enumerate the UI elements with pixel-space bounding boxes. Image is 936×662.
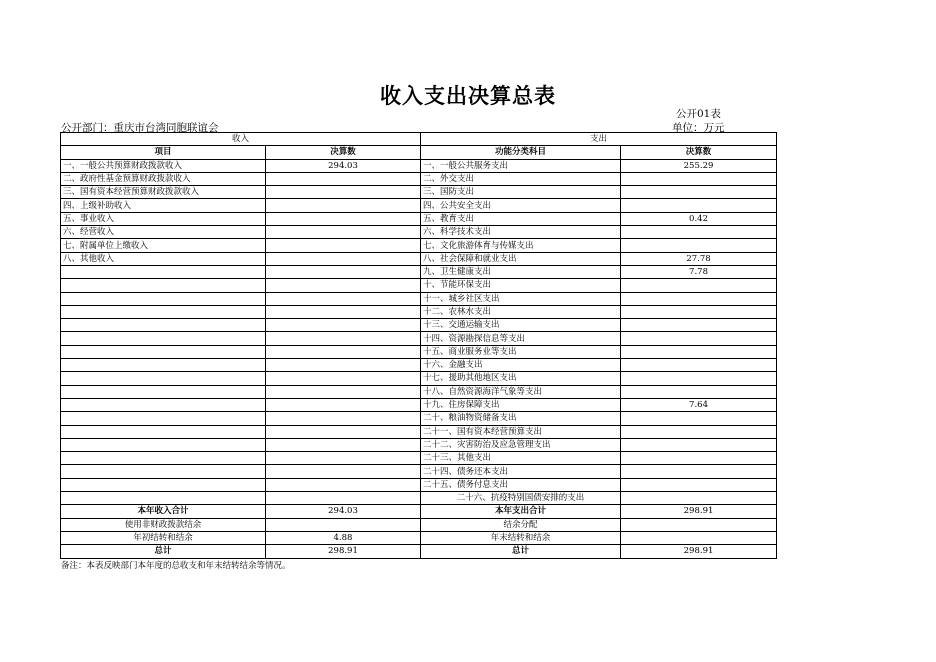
expense-amount [621, 239, 777, 252]
expense-amount [621, 385, 777, 398]
expense-item: 九、卫生健康支出 [421, 265, 621, 278]
income-amount [266, 186, 421, 199]
summary-income-amount: 4.88 [266, 531, 421, 544]
expense-amount [621, 305, 777, 318]
summary-income-amount: 298.91 [266, 545, 421, 558]
table-row [61, 305, 777, 318]
col-header-func: 功能分类科目 [421, 146, 621, 159]
summary-expense-label: 结余分配 [421, 518, 621, 531]
col-header-amount: 决算数 [266, 146, 421, 159]
income-amount [266, 452, 421, 465]
income-item [61, 385, 266, 398]
expense-amount [621, 199, 777, 212]
expense-item: 十六、金融支出 [421, 359, 621, 372]
table-row [61, 186, 777, 199]
income-amount [266, 332, 421, 345]
income-item [61, 465, 266, 478]
expense-amount [621, 345, 777, 358]
income-item [61, 345, 266, 358]
income-item: 四、上级补助收入 [61, 199, 266, 212]
income-item: 五、事业收入 [61, 212, 266, 225]
table-row [61, 265, 777, 278]
summary-row [61, 505, 777, 518]
summary-income-label: 使用非财政拨款结余 [61, 518, 266, 531]
table-row [61, 172, 777, 185]
expense-amount [621, 226, 777, 239]
expense-item: 二十五、债务付息支出 [421, 478, 621, 491]
summary-row [61, 531, 777, 544]
expense-item: 二十、粮油物资储备支出 [421, 412, 621, 425]
income-amount [266, 425, 421, 438]
expense-item: 二十三、其他支出 [421, 452, 621, 465]
expense-item: 六、科学技术支出 [421, 226, 621, 239]
income-item [61, 478, 266, 491]
income-amount [266, 438, 421, 451]
expense-amount [621, 172, 777, 185]
expense-amount [621, 319, 777, 332]
table-row [61, 319, 777, 332]
expense-amount [621, 452, 777, 465]
income-amount [266, 212, 421, 225]
income-item: 七、附属单位上缴收入 [61, 239, 266, 252]
table-row [61, 452, 777, 465]
table-row [61, 465, 777, 478]
income-item [61, 372, 266, 385]
summary-income-amount [266, 518, 421, 531]
expense-amount [621, 186, 777, 199]
expense-item: 十五、商业服务业等支出 [421, 345, 621, 358]
expense-item: 二十四、债务还本支出 [421, 465, 621, 478]
expense-amount [621, 465, 777, 478]
table-row [61, 212, 777, 225]
income-item: 一、一般公共预算财政拨款收入 [61, 159, 266, 172]
expense-item: 十八、自然资源海洋气象等支出 [421, 385, 621, 398]
expense-amount: 255.29 [621, 159, 777, 172]
income-item [61, 412, 266, 425]
footnote: 备注：本表反映部门本年度的总收支和年末结转结余等情况。 [61, 561, 291, 571]
table-row [61, 372, 777, 385]
summary-expense-label: 本年支出合计 [421, 505, 621, 518]
expense-item: 一、一般公共服务支出 [421, 159, 621, 172]
income-item [61, 265, 266, 278]
budget-table [60, 132, 777, 559]
expense-amount: 0.42 [621, 212, 777, 225]
expense-amount [621, 279, 777, 292]
income-amount [266, 492, 421, 505]
unit-label: 单位：万元 [672, 122, 725, 134]
income-amount [266, 226, 421, 239]
summary-income-label: 本年收入合计 [61, 505, 266, 518]
table-row [61, 279, 777, 292]
income-amount [266, 239, 421, 252]
col-header-item: 项目 [61, 146, 266, 159]
income-item: 三、国有资本经营预算财政拨款收入 [61, 186, 266, 199]
page-title: 收入支出决算总表 [380, 84, 556, 108]
table-row [61, 292, 777, 305]
income-item [61, 332, 266, 345]
summary-expense-amount [621, 518, 777, 531]
table-row [61, 385, 777, 398]
expense-item: 十、节能环保支出 [421, 279, 621, 292]
income-item: 六、经营收入 [61, 226, 266, 239]
expense-item: 三、国防支出 [421, 186, 621, 199]
income-item [61, 398, 266, 411]
expense-amount: 7.64 [621, 398, 777, 411]
expense-item: 二十二、灾害防治及应急管理支出 [421, 438, 621, 451]
summary-row [61, 545, 777, 558]
table-row [61, 199, 777, 212]
income-amount [266, 172, 421, 185]
table-row [61, 239, 777, 252]
expense-item: 七、文化旅游体育与传媒支出 [421, 239, 621, 252]
table-row [61, 359, 777, 372]
summary-income-label: 年初结转和结余 [61, 531, 266, 544]
expense-amount [621, 372, 777, 385]
income-item [61, 425, 266, 438]
expense-item: 十七、援助其他地区支出 [421, 372, 621, 385]
income-item [61, 292, 266, 305]
expense-item: 五、教育支出 [421, 212, 621, 225]
income-amount [266, 265, 421, 278]
expense-item: 八、社会保障和就业支出 [421, 252, 621, 265]
income-item [61, 452, 266, 465]
summary-expense-amount: 298.91 [621, 505, 777, 518]
income-item [61, 319, 266, 332]
table-row [61, 345, 777, 358]
section-income: 收入 [61, 133, 421, 146]
expense-item: 十三、交通运输支出 [421, 319, 621, 332]
table-row [61, 159, 777, 172]
table-row [61, 332, 777, 345]
table-row [61, 398, 777, 411]
income-amount [266, 252, 421, 265]
summary-expense-amount [621, 531, 777, 544]
expense-amount [621, 425, 777, 438]
table-row [61, 226, 777, 239]
expense-amount [621, 292, 777, 305]
income-item [61, 359, 266, 372]
expense-amount [621, 412, 777, 425]
table-row [61, 252, 777, 265]
expense-item: 十二、农林水支出 [421, 305, 621, 318]
summary-expense-label: 年末结转和结余 [421, 531, 621, 544]
table-row [61, 412, 777, 425]
income-amount: 294.03 [266, 159, 421, 172]
expense-item: 十四、资源勘探信息等支出 [421, 332, 621, 345]
column-header-row [61, 146, 777, 159]
income-amount [266, 292, 421, 305]
expense-amount [621, 359, 777, 372]
table-row [61, 425, 777, 438]
income-amount [266, 305, 421, 318]
income-amount [266, 372, 421, 385]
expense-amount [621, 478, 777, 491]
income-item [61, 305, 266, 318]
expense-amount [621, 438, 777, 451]
income-amount [266, 465, 421, 478]
expense-item: 二、外交支出 [421, 172, 621, 185]
income-amount [266, 385, 421, 398]
income-amount [266, 359, 421, 372]
summary-row [61, 518, 777, 531]
income-amount [266, 279, 421, 292]
form-number: 公开01表 [676, 108, 721, 120]
summary-expense-amount: 298.91 [621, 545, 777, 558]
income-amount [266, 345, 421, 358]
summary-income-label: 总计 [61, 545, 266, 558]
table-row [61, 438, 777, 451]
expense-item: 二十一、国有资本经营预算支出 [421, 425, 621, 438]
income-amount [266, 319, 421, 332]
expense-item: 四、公共安全支出 [421, 199, 621, 212]
expense-item: 十一、城乡社区支出 [421, 292, 621, 305]
expense-item: 二十六、抗疫特别国债安排的支出 [421, 492, 621, 505]
expense-amount [621, 332, 777, 345]
expense-item: 十九、住房保障支出 [421, 398, 621, 411]
summary-income-amount: 294.03 [266, 505, 421, 518]
col-header-amount2: 决算数 [621, 146, 777, 159]
income-amount [266, 398, 421, 411]
summary-expense-label: 总计 [421, 545, 621, 558]
expense-amount: 27.78 [621, 252, 777, 265]
income-item: 二、政府性基金预算财政拨款收入 [61, 172, 266, 185]
income-item [61, 279, 266, 292]
income-item [61, 492, 266, 505]
table-row [61, 492, 777, 505]
income-amount [266, 478, 421, 491]
department-label: 公开部门：重庆市台湾同胞联谊会 [61, 122, 219, 134]
expense-amount: 7.78 [621, 265, 777, 278]
section-header-row [61, 133, 777, 146]
table-row [61, 478, 777, 491]
income-item: 八、其他收入 [61, 252, 266, 265]
income-item [61, 438, 266, 451]
section-expense: 支出 [421, 133, 777, 146]
income-amount [266, 412, 421, 425]
income-amount [266, 199, 421, 212]
expense-amount [621, 492, 777, 505]
